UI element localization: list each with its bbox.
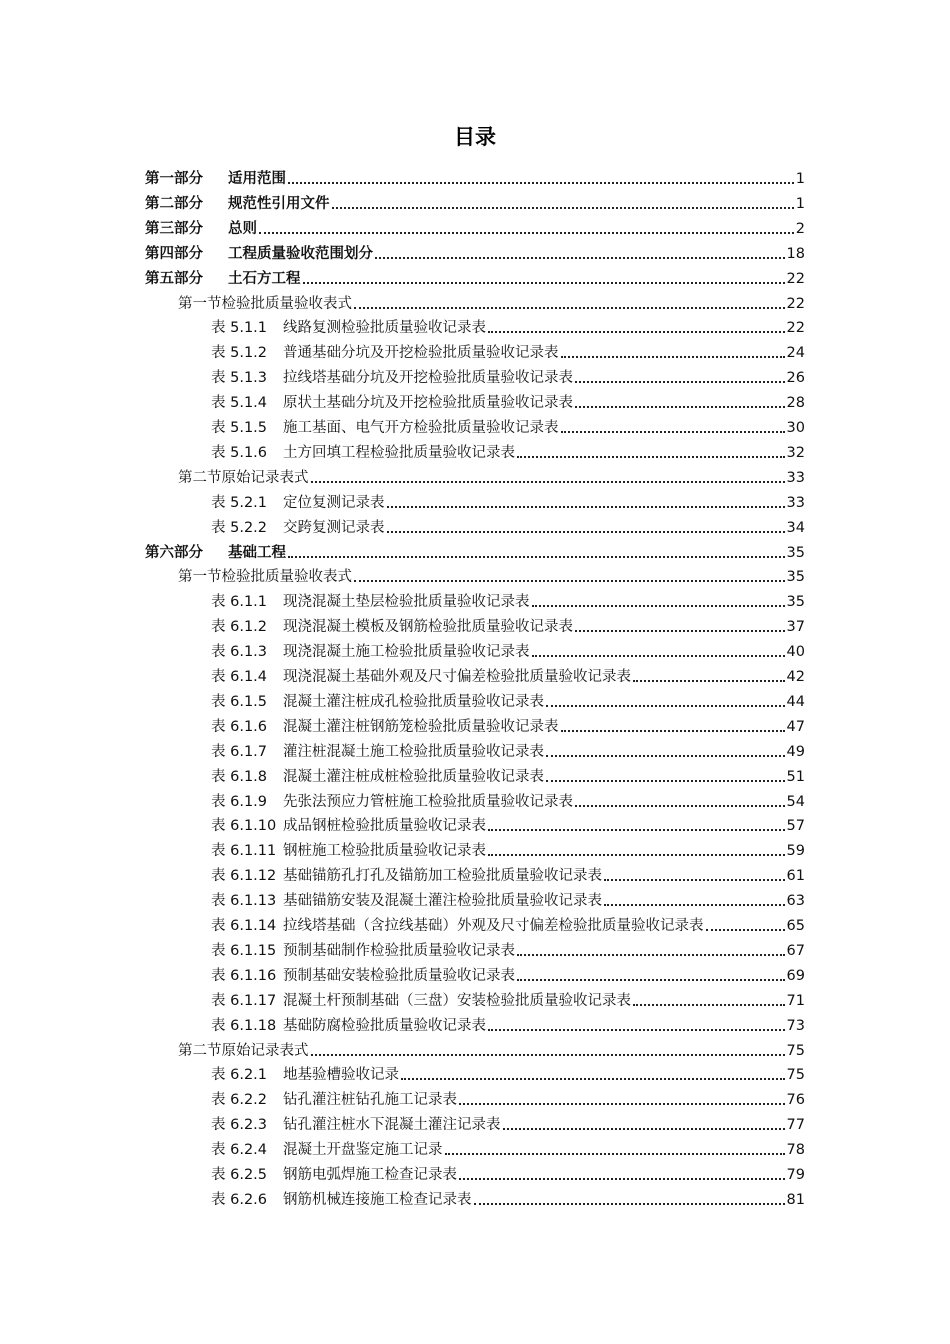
toc-entry-label: 混凝土杆预制基础（三盘）安装检验批质量验收记录表 [283, 992, 631, 1009]
dot-leader [633, 679, 785, 682]
toc-entry-page-number: 18 [786, 245, 805, 262]
toc-entry-number: 第三部分 [145, 220, 203, 237]
toc-entry-number: 表 5.1.3 [211, 370, 268, 387]
toc-entry-label: 基础锚筋孔打孔及锚筋加工检验批质量验收记录表 [283, 868, 602, 885]
toc-entry[interactable] [178, 563, 805, 587]
toc-entry-label: 钻孔灌注桩钻孔施工记录表 [283, 1092, 457, 1109]
toc-entry-label: 现浇混凝土基础外观及尺寸偏差检验批质量验收记录表 [283, 669, 631, 685]
toc-entry-label: 成品钢桩检验批质量验收记录表 [283, 818, 486, 835]
toc-entry[interactable] [211, 887, 805, 911]
dot-leader [474, 1202, 785, 1205]
dot-leader [311, 1053, 785, 1056]
toc-entry[interactable] [211, 837, 805, 861]
toc-title: 目录 [454, 125, 496, 149]
toc-entry[interactable] [211, 1161, 805, 1185]
toc-entry-page-number: 24 [786, 345, 805, 362]
toc-entry[interactable] [211, 812, 805, 836]
toc-entry-number: 表 6.1.18 [211, 1017, 277, 1034]
toc-entry-number: 表 6.1.3 [211, 644, 268, 661]
dot-leader [561, 729, 785, 732]
toc-entry-page-number: 33 [786, 469, 805, 486]
dot-leader [517, 455, 785, 458]
dot-leader [546, 779, 785, 782]
toc-entry-label: 原状土基础分坑及开挖检验批质量验收记录表 [283, 395, 573, 412]
toc-entry[interactable] [211, 389, 805, 413]
toc-entry-page-number: 81 [786, 1191, 805, 1208]
toc-entry-page-number: 75 [786, 1067, 805, 1084]
toc-entry-page-number: 69 [786, 967, 805, 984]
toc-entry-page-number: 54 [786, 793, 805, 810]
toc-entry[interactable] [211, 1086, 805, 1110]
dot-leader [561, 430, 785, 433]
toc-entry[interactable] [145, 215, 805, 239]
dot-leader [387, 505, 785, 508]
toc-entry-label: 预制基础安装检验批质量验收记录表 [283, 967, 515, 984]
toc-entry-number: 表 5.1.5 [211, 420, 268, 436]
dot-leader [604, 878, 785, 881]
toc-entry-label: 施工基面、电气开方检验批质量验收记录表 [283, 420, 559, 436]
toc-entry-number: 表 6.1.13 [211, 893, 277, 910]
toc-entry-number: 表 6.1.1 [211, 594, 268, 611]
toc-entry[interactable] [211, 1061, 805, 1085]
toc-entry-page-number: 34 [786, 519, 805, 536]
toc-entry[interactable] [211, 788, 805, 812]
dot-leader [459, 1177, 785, 1180]
toc-entry-page-number: 35 [786, 569, 805, 586]
toc-entry-label: 灌注桩混凝土施工检验批质量验收记录表 [283, 743, 544, 760]
dot-leader [354, 579, 785, 582]
dot-leader [561, 355, 785, 358]
toc-entry[interactable] [145, 539, 805, 563]
toc-entry-page-number: 44 [786, 693, 805, 710]
dot-leader [459, 1102, 785, 1105]
toc-entry-label: 地基验槽验收记录 [283, 1067, 399, 1084]
toc-entry-page-number: 78 [786, 1142, 805, 1159]
toc-entry[interactable] [211, 937, 805, 961]
toc-entry[interactable] [211, 613, 805, 637]
toc-entry-page-number: 77 [786, 1117, 805, 1134]
toc-entry-label: 拉线塔基础（含拉线基础）外观及尺寸偏差检验批质量验收记录表 [283, 918, 704, 934]
toc-entry-number: 表 6.1.5 [211, 693, 268, 710]
dot-leader [288, 181, 794, 184]
toc-entry-number: 表 6.2.6 [211, 1191, 268, 1208]
dot-leader [546, 754, 785, 757]
dot-leader [401, 1077, 785, 1080]
toc-entry[interactable] [211, 1186, 805, 1210]
toc-entry-number: 表 6.1.11 [211, 843, 277, 860]
toc-entry-number: 表 6.1.14 [211, 918, 277, 934]
toc-entry[interactable] [211, 763, 805, 787]
toc-entry-label: 拉线塔基础分坑及开挖检验批质量验收记录表 [283, 370, 573, 387]
toc-entry-label: 钢桩施工检验批质量验收记录表 [283, 843, 486, 860]
toc-entry-number: 第一部分 [145, 171, 203, 187]
toc-entry-label: 先张法预应力管桩施工检验批质量验收记录表 [283, 793, 573, 810]
toc-entry-label: 第一节检验批质量验收表式 [178, 569, 352, 586]
toc-entry-label: 普通基础分坑及开挖检验批质量验收记录表 [283, 345, 559, 362]
toc-entry[interactable] [211, 588, 805, 612]
toc-entry-page-number: 2 [795, 220, 805, 237]
toc-entry-page-number: 47 [786, 718, 805, 735]
toc-entry[interactable] [178, 290, 805, 314]
toc-entry-number: 表 6.1.15 [211, 942, 277, 959]
toc-entry-page-number: 59 [786, 843, 805, 860]
toc-entry-label: 土方回填工程检验批质量验收记录表 [283, 444, 515, 461]
toc-entry-page-number: 51 [786, 768, 805, 785]
dot-leader [311, 480, 785, 483]
toc-entry[interactable] [211, 1111, 805, 1135]
toc-entry-number: 表 6.2.5 [211, 1167, 268, 1183]
toc-entry-number: 表 6.2.2 [211, 1092, 268, 1109]
toc-entry[interactable] [211, 862, 805, 886]
toc-entry-number: 表 6.1.16 [211, 967, 277, 984]
toc-entry-page-number: 35 [786, 594, 805, 611]
toc-entry[interactable] [211, 1012, 805, 1036]
toc-entry-label: 工程质量验收范围划分 [228, 245, 373, 262]
toc-entry[interactable] [211, 912, 805, 936]
toc-entry-label: 基础防腐检验批质量验收记录表 [283, 1017, 486, 1034]
toc-entry-page-number: 37 [786, 619, 805, 636]
dot-leader [575, 405, 785, 408]
toc-entry-label: 钢筋机械连接施工检查记录表 [283, 1191, 472, 1208]
toc-entry-page-number: 35 [786, 544, 805, 561]
toc-entry-number: 表 5.1.1 [211, 320, 268, 337]
toc-entry-label: 定位复测记录表 [283, 494, 385, 511]
dot-leader [303, 281, 785, 284]
toc-entry[interactable] [211, 663, 805, 687]
dot-leader [503, 1127, 785, 1130]
toc-entry-label: 总则 [228, 220, 257, 237]
dot-leader [517, 978, 785, 981]
toc-entry-page-number: 22 [786, 295, 805, 312]
toc-entry[interactable] [178, 1037, 805, 1061]
dot-leader [633, 1003, 785, 1006]
toc-entry[interactable] [211, 439, 805, 463]
toc-entry-label: 混凝土灌注桩成孔检验批质量验收记录表 [283, 693, 544, 710]
toc-entry-page-number: 76 [786, 1092, 805, 1109]
dot-leader [488, 828, 785, 831]
toc-entry-page-number: 73 [786, 1017, 805, 1034]
dot-leader [706, 928, 785, 931]
toc-entry[interactable] [211, 364, 805, 388]
dot-leader [332, 206, 794, 209]
dot-leader [546, 704, 785, 707]
toc-entry-label: 适用范围 [228, 171, 286, 187]
toc-entry-page-number: 79 [786, 1167, 805, 1183]
toc-entry-number: 表 6.1.8 [211, 768, 268, 785]
toc-entry-number: 表 6.2.1 [211, 1067, 268, 1084]
toc-entry-number: 表 6.1.2 [211, 619, 268, 636]
toc-entry-page-number: 22 [786, 270, 805, 287]
toc-entry-number: 表 6.1.9 [211, 793, 268, 810]
dot-leader [575, 380, 785, 383]
toc-entry[interactable] [145, 265, 805, 289]
toc-entry-label: 交跨复测记录表 [283, 519, 385, 536]
toc-entry[interactable] [145, 190, 805, 214]
toc-entry-page-number: 71 [786, 992, 805, 1009]
dot-leader [488, 853, 785, 856]
toc-entry-label: 现浇混凝土垫层检验批质量验收记录表 [283, 594, 530, 611]
toc-entry-number: 表 6.1.4 [211, 669, 268, 685]
dot-leader [532, 654, 785, 657]
toc-entry[interactable] [211, 688, 805, 712]
dot-leader [259, 231, 794, 234]
dot-leader [575, 804, 785, 807]
toc-entry-number: 第五部分 [145, 270, 203, 287]
toc-entry-page-number: 30 [786, 420, 805, 436]
dot-leader [488, 1028, 785, 1031]
toc-entry-page-number: 33 [786, 494, 805, 511]
toc-entry-page-number: 40 [786, 644, 805, 661]
dot-leader [354, 306, 785, 309]
dot-leader [517, 953, 785, 956]
dot-leader [575, 629, 785, 632]
toc-entry-page-number: 67 [786, 942, 805, 959]
toc-entry-page-number: 26 [786, 370, 805, 387]
toc-entry[interactable] [211, 1136, 805, 1160]
toc-entry-number: 表 6.1.17 [211, 992, 277, 1009]
toc-entry[interactable] [211, 962, 805, 986]
dot-leader [532, 604, 785, 607]
toc-entry-label: 第二节原始记录表式 [178, 469, 309, 486]
toc-entry[interactable] [178, 464, 805, 488]
toc-entry[interactable] [145, 165, 805, 189]
toc-entry[interactable] [211, 638, 805, 662]
toc-entry-number: 第六部分 [145, 544, 203, 561]
toc-entry[interactable] [211, 414, 805, 438]
toc-entry-page-number: 49 [786, 743, 805, 760]
toc-entry-number: 表 5.1.6 [211, 444, 268, 461]
toc-entry-label: 预制基础制作检验批质量验收记录表 [283, 942, 515, 959]
toc-entry[interactable] [211, 987, 805, 1011]
toc-entry-page-number: 1 [795, 195, 805, 212]
toc-entry-label: 基础锚筋安装及混凝土灌注检验批质量验收记录表 [283, 893, 602, 910]
dot-leader [604, 903, 785, 906]
toc-entry-number: 第二部分 [145, 195, 203, 212]
toc-entry-page-number: 1 [795, 171, 805, 187]
toc-entry-page-number: 28 [786, 395, 805, 412]
toc-entry-page-number: 57 [786, 818, 805, 835]
toc-entry[interactable] [211, 339, 805, 363]
toc-entry-label: 钻孔灌注桩水下混凝土灌注记录表 [283, 1117, 501, 1134]
dot-leader [445, 1152, 785, 1155]
toc-entry[interactable] [211, 489, 805, 513]
toc-entry-label: 线路复测检验批质量验收记录表 [283, 320, 486, 337]
toc-entry-label: 土石方工程 [228, 270, 301, 287]
dot-leader [488, 330, 785, 333]
toc-entry-page-number: 32 [786, 444, 805, 461]
toc-entry-number: 表 6.1.10 [211, 818, 277, 835]
toc-entry[interactable] [211, 514, 805, 538]
toc-entry[interactable] [211, 314, 805, 338]
toc-entry-page-number: 61 [786, 868, 805, 885]
toc-entry-number: 表 6.1.7 [211, 743, 268, 760]
toc-entry-number: 表 5.1.2 [211, 345, 268, 362]
toc-entry-label: 混凝土灌注桩成桩检验批质量验收记录表 [283, 768, 544, 785]
dot-leader [375, 256, 785, 259]
toc-entry-number: 表 5.2.2 [211, 519, 268, 536]
toc-entry-label: 混凝土灌注桩钢筋笼检验批质量验收记录表 [283, 718, 559, 735]
toc-entry[interactable] [211, 713, 805, 737]
toc-entry[interactable] [145, 240, 805, 264]
toc-entry-number: 表 6.1.12 [211, 868, 277, 885]
toc-entry-page-number: 75 [786, 1042, 805, 1059]
toc-entry-label: 现浇混凝土施工检验批质量验收记录表 [283, 644, 530, 661]
dot-leader [288, 555, 785, 558]
toc-entry-label: 第一节检验批质量验收表式 [178, 295, 352, 312]
toc-entry-number: 表 5.1.4 [211, 395, 268, 412]
toc-entry-number: 第四部分 [145, 245, 203, 262]
toc-entry-label: 钢筋电弧焊施工检查记录表 [283, 1167, 457, 1183]
toc-entry-label: 第二节原始记录表式 [178, 1042, 309, 1059]
toc-entry-page-number: 65 [786, 918, 805, 934]
dot-leader [387, 530, 785, 533]
toc-entry-label: 混凝土开盘鉴定施工记录 [283, 1142, 443, 1159]
toc-entry[interactable] [211, 738, 805, 762]
toc-entry-label: 规范性引用文件 [228, 195, 330, 212]
toc-entry-label: 基础工程 [228, 544, 286, 561]
toc-entry-number: 表 6.2.4 [211, 1142, 268, 1159]
toc-entry-page-number: 42 [786, 669, 805, 685]
toc-entry-page-number: 63 [786, 893, 805, 910]
toc-entry-page-number: 22 [786, 320, 805, 337]
toc-entry-label: 现浇混凝土模板及钢筋检验批质量验收记录表 [283, 619, 573, 636]
toc-entry-number: 表 5.2.1 [211, 494, 268, 511]
toc-entry-number: 表 6.1.6 [211, 718, 268, 735]
toc-entry-number: 表 6.2.3 [211, 1117, 268, 1134]
